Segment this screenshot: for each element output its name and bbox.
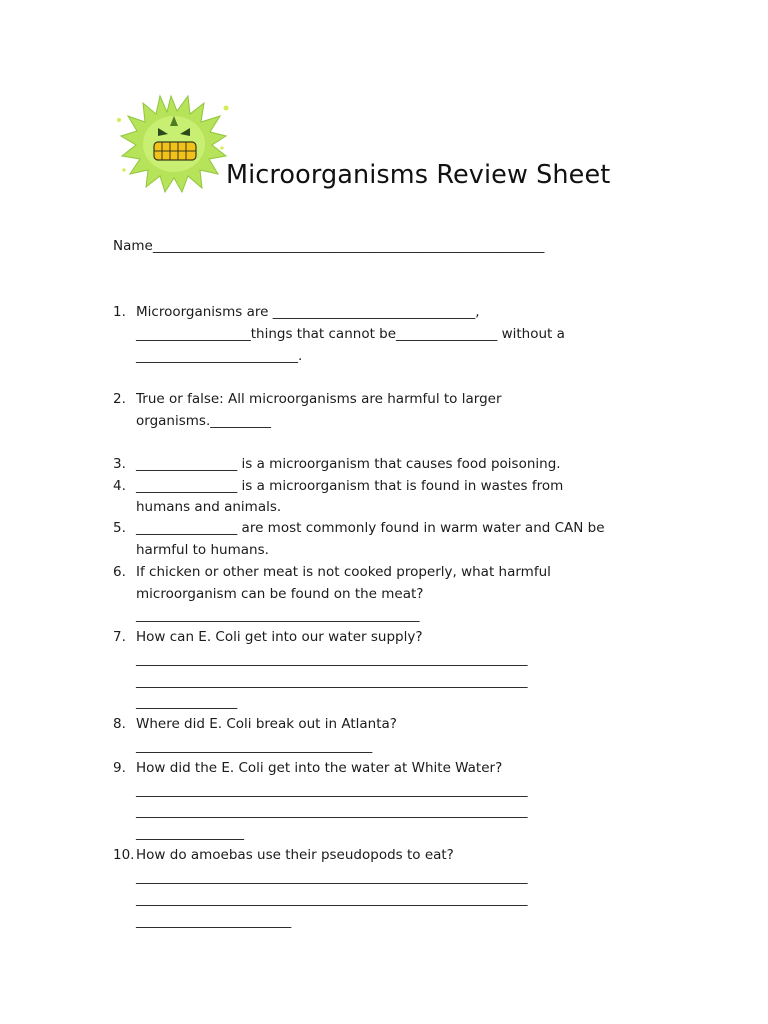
- question-line: ___________________________________: [136, 738, 373, 754]
- question-number: 1.: [113, 304, 126, 320]
- question-line: How can E. Coli get into our water supply?: [136, 629, 423, 645]
- question-line: _______________ is a microorganism that causes food poisoning.: [136, 456, 561, 472]
- question-line: __________________________________________________________: [136, 782, 528, 798]
- question-number: 3.: [113, 456, 126, 472]
- germ-illustration: [110, 90, 232, 194]
- question-line: Microorganisms are ______________________________,: [136, 304, 480, 320]
- question-number: 7.: [113, 629, 126, 645]
- question-number: 2.: [113, 391, 126, 407]
- question-line: If chicken or other meat is not cooked properly, what harmful: [136, 564, 551, 580]
- question-line: __________________________________________________________: [136, 803, 528, 819]
- name-field-line: Name__________________________________________________________: [113, 238, 545, 254]
- question-line: How do amoebas use their pseudopods to eat?: [136, 847, 454, 863]
- question-line: harmful to humans.: [136, 542, 269, 558]
- question-line: __________________________________________________________: [136, 869, 528, 885]
- question-line: _______________ is a microorganism that is found in wastes from: [136, 478, 564, 494]
- question-line: __________________________________________________________: [136, 651, 528, 667]
- question-number: 5.: [113, 520, 126, 536]
- question-line: __________________________________________________________: [136, 891, 528, 907]
- question-number: 9.: [113, 760, 126, 776]
- question-number: 10.: [113, 847, 135, 863]
- question-line: ________________________.: [136, 348, 303, 364]
- question-number: 4.: [113, 478, 126, 494]
- question-line: _______________: [136, 694, 238, 710]
- worksheet-title: Microorganisms Review Sheet: [226, 160, 611, 190]
- question-line: __________________________________________________________: [136, 673, 528, 689]
- question-line: Where did E. Coli break out in Atlanta?: [136, 716, 397, 732]
- question-line: True or false: All microorganisms are harmful to larger: [136, 391, 502, 407]
- question-line: _______________ are most commonly found in warm water and CAN be: [136, 520, 605, 536]
- question-number: 6.: [113, 564, 126, 580]
- question-line: humans and animals.: [136, 499, 282, 515]
- question-line: organisms._________: [136, 413, 271, 429]
- question-line: _________________things that cannot be_______________ without a: [136, 326, 565, 342]
- question-line: __________________________________________: [136, 607, 420, 623]
- question-line: ________________: [136, 825, 244, 841]
- question-number: 8.: [113, 716, 126, 732]
- question-line: _______________________: [136, 913, 292, 929]
- question-line: How did the E. Coli get into the water at White Water?: [136, 760, 503, 776]
- question-line: microorganism can be found on the meat?: [136, 586, 424, 602]
